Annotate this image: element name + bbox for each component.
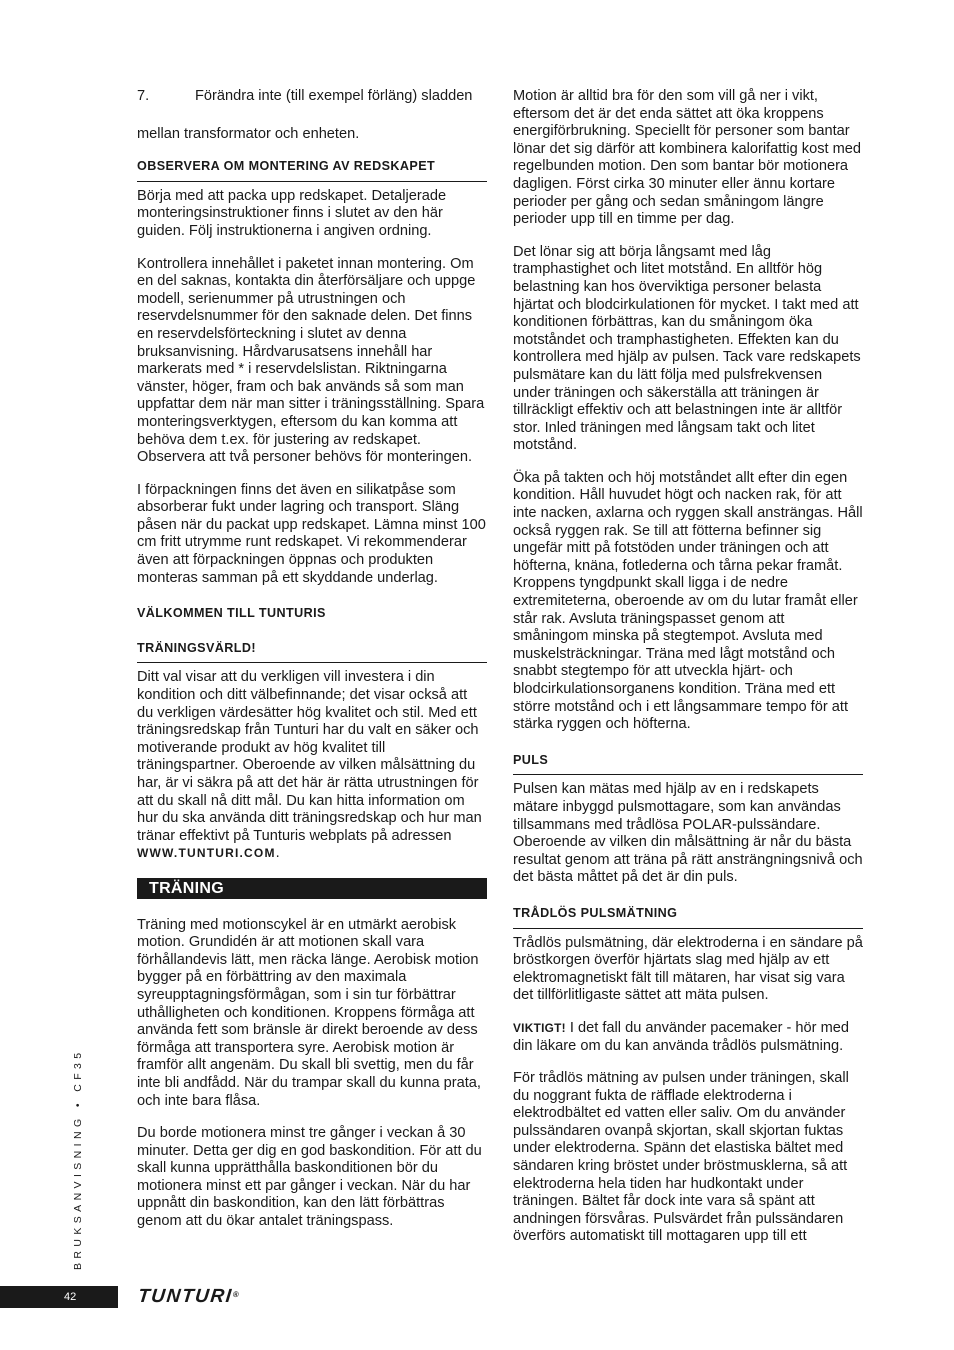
warning-label: VIKTIGT! — [513, 1020, 566, 1035]
paragraph: Motion är alltid bra för den som vill gå ner i vikt, eftersom det är det enda sättet att öka kroppens energiförbrukning. Speciellt för personer som bantar lönar det sig därför att kombinera kalorifattig kost med regelbunden motion. Den som bantar bör motionera dagligen. Först cirka 30 minuter eller ännu kortare perioder per gång och sedan småningom längre perioder upp till en timme per dag. — [513, 88, 861, 228]
right-column — [513, 88, 863, 1261]
paragraph: Kontrollera innehållet i paketet innan montering. Om en del saknas, kontakta din återförsäljare och uppge modell, serienummer på utrustningen och reservdelsnummer för den saknade delen. Det finns en reservdelsförteckning i slutet av denna bruksanvisning. Hårdvarusatsens innehåll har markerats med * i reservdelslistan. Riktningarna vänster, höger, fram och bak används så som man uppfattar dem när man sitter i träningsställning. Spara monteringsverktygen, eftersom du kan komma att behöva dem t.ex. för justering av redskapet. Observera att två personer behövs för monteringen. — [137, 255, 485, 466]
side-running-title: BRUKSANVISNING • CF35 — [72, 1048, 84, 1270]
registered-mark: ® — [232, 1290, 241, 1299]
paragraph: Trådlös pulsmätning, där elektroderna i en sändare på bröstkorgen överför hjärtats slag med hjälp av ett elektromagnetiskt fält till mätaren, har visat sig vara det tillförlitligaste sättet att mäta pulsen. — [513, 934, 863, 1004]
heading-valkommen: VÄLKOMMEN TILL TUNTURIS — [137, 606, 326, 621]
welcome-text: Ditt val visar att du verkligen vill investera i din kondition och ditt välbefinnande; det visar också att du verkligen värdesätter hög kvalitet och stil. Med ett träningsredskap från Tunturi har du valt en säker och motiverande produkt av hög kvalitet till träningspartner. Oberoende av vilken målsättning du har, är vi säkra på att det här är rätta utrustningen för att du skall nå ditt mål. Du kan hitta information om hur du ska använda ditt träningsredskap och hur man tränar effektivt på Tunturis webplats på adressen — [137, 669, 482, 844]
warning-text: I det fall du använder pacemaker - hör med din läkare om du kan använda trådlös pulsmätning. — [513, 1019, 849, 1054]
list-item-7 — [137, 88, 487, 106]
heading-puls: PULS — [513, 752, 863, 776]
paragraph: I förpackningen finns det även en silikatpåse som absorberar fukt under lagring och transport. Släng påsen när du packat upp redskapet. Lämna minst 100 cm fritt utrymme runt redskapet. Vi rekommenderar även att förpackningen öppnas och produkten monteras samman på ett skyddande underlag. — [137, 481, 486, 586]
list-number: 7. — [137, 88, 150, 104]
list-item-continuation: mellan transformator och enheten. — [137, 125, 360, 142]
paragraph-viktigt — [513, 1020, 863, 1055]
heading-traning-bar: TRÄNING — [137, 878, 487, 899]
tunturi-logo — [137, 1286, 241, 1308]
period: . — [275, 845, 280, 862]
paragraph-welcome — [137, 669, 487, 863]
paragraph: För trådlös mätning av pulsen under träningen, skall du noggrant fukta de räfflade elektroderna i elektrodbältet ed vatten eller saliv. Om du använder pulssändaren ovanpå skjortan, skall skjortan fuktas under elektroderna. Spänn det elastiska bältet med sändaren kring bröstet under bröstmusklerna, så att elektroderna hela tiden har hudkontakt under träningen. Bältet får dock inte vara så spänt att andningen försvåras. Pulsvärdet från pulssändaren överförs automatiskt till mottagaren upp till ett — [513, 1070, 849, 1245]
page-number: 42 — [0, 1286, 118, 1308]
heading-observera: OBSERVERA OM MONTERING AV REDSKAPET — [137, 158, 487, 182]
left-column — [137, 88, 487, 1246]
paragraph: Träning med motionscykel är en utmärkt aerobisk motion. Grundidén är att motionen skall vara förhållandevis lätt, men räcka länge. Aerobisk motion bygger på en förbättring av den maximala syreupptagningsförmågan, som i sin tur förbättrar uthålligheten och konditionen. Kroppens förmåga att använda fett som bränsle är direkt beroende av dess förmåga att transportera syre. Aerobisk motion är framför allt angenäm. Du skall bli svettig, men du får inte bli andfådd. När du trampar skall du kunna prata, och inte bara flåsa. — [137, 916, 481, 1109]
paragraph: Pulsen kan mätas med hjälp av en i redskapets mätare inbyggd pulsmottagare, som kan användas tillsammans med trådlösa POLAR-pulssändare. Oberoende av vilken din målsättning är når du bästa resultat genom att träna på rätt ansträngningsnivå och det bästa måttet på det är din puls. — [513, 781, 863, 886]
paragraph: Det lönar sig att börja långsamt med låg tramphastighet och litet motstånd. En alltför hög belastning kan hos överviktiga personer belasta hjärtat och blodcirkulationen för mycket. I takt med att konditionen förbättras, kan du småningom öka motståndet och tramphastigheten. Effekten kan du kontrollera med hjälp av pulsen. Tack vare redskapets pulsmätare kan du lätt följa med pulsfrekvensen under träningen och säkerställa att träningen är tillräckligt effektiv och att belastningen inte är alltför stor. Inled träningen med långsam takt och litet motstånd. — [513, 243, 861, 454]
heading-tradlos-pulsmatning: TRÅDLÖS PULSMÄTNING — [513, 905, 863, 929]
website-link[interactable]: WWW.TUNTURI.COM — [137, 846, 276, 861]
paragraph: Du borde motionera minst tre gånger i veckan å 30 minuter. Detta ger dig en god baskondition. För att du skall kunna upprätthålla baskonditionen bör du motionera minst ett par gånger i veckan. När du har uppnått din baskondition, kan den lätt förbättras genom att du ökar antalet träningspass. — [137, 1125, 482, 1230]
paragraph: Öka på takten och höj motståndet allt efter din egen kondition. Håll huvudet högt och nacken rak, för att inte nacken, axlarna och ryggen skall ansträngas. Håll också ryggen rak. Se till att fötterna befinner sig ungefär mitt på fotstöden under träningen och att höfterna, knäna, fotlederna och tårna pekar framåt. Kroppens tyngdpunkt skall ligga i de nedre extremiteterna, oberoende av om du lutar framåt eller står rak. Avsluta träningspasset genom att småningom minska på stegtempot. Avsluta med muskelsträckningar. Träna med lågt motstånd och snabbt stegtempo för att utveckla hjärt- och blodcirkulationsorganens kondition. Träna med ett större motstånd och i ett långsammare tempo för att stärka ryggen och höfterna. — [513, 469, 863, 733]
paragraph: Börja med att packa upp redskapet. Detaljerade monteringsinstruktioner finns i slutet av den här guiden. Följ instruktionerna i angiven ordning. — [137, 187, 447, 239]
logo-text: TUNTURI — [136, 1286, 234, 1307]
list-item-text: Förändra inte (till exempel förläng) sladden — [195, 88, 473, 104]
heading-traningsvarld: TRÄNINGSVÄRLD! — [137, 640, 487, 664]
